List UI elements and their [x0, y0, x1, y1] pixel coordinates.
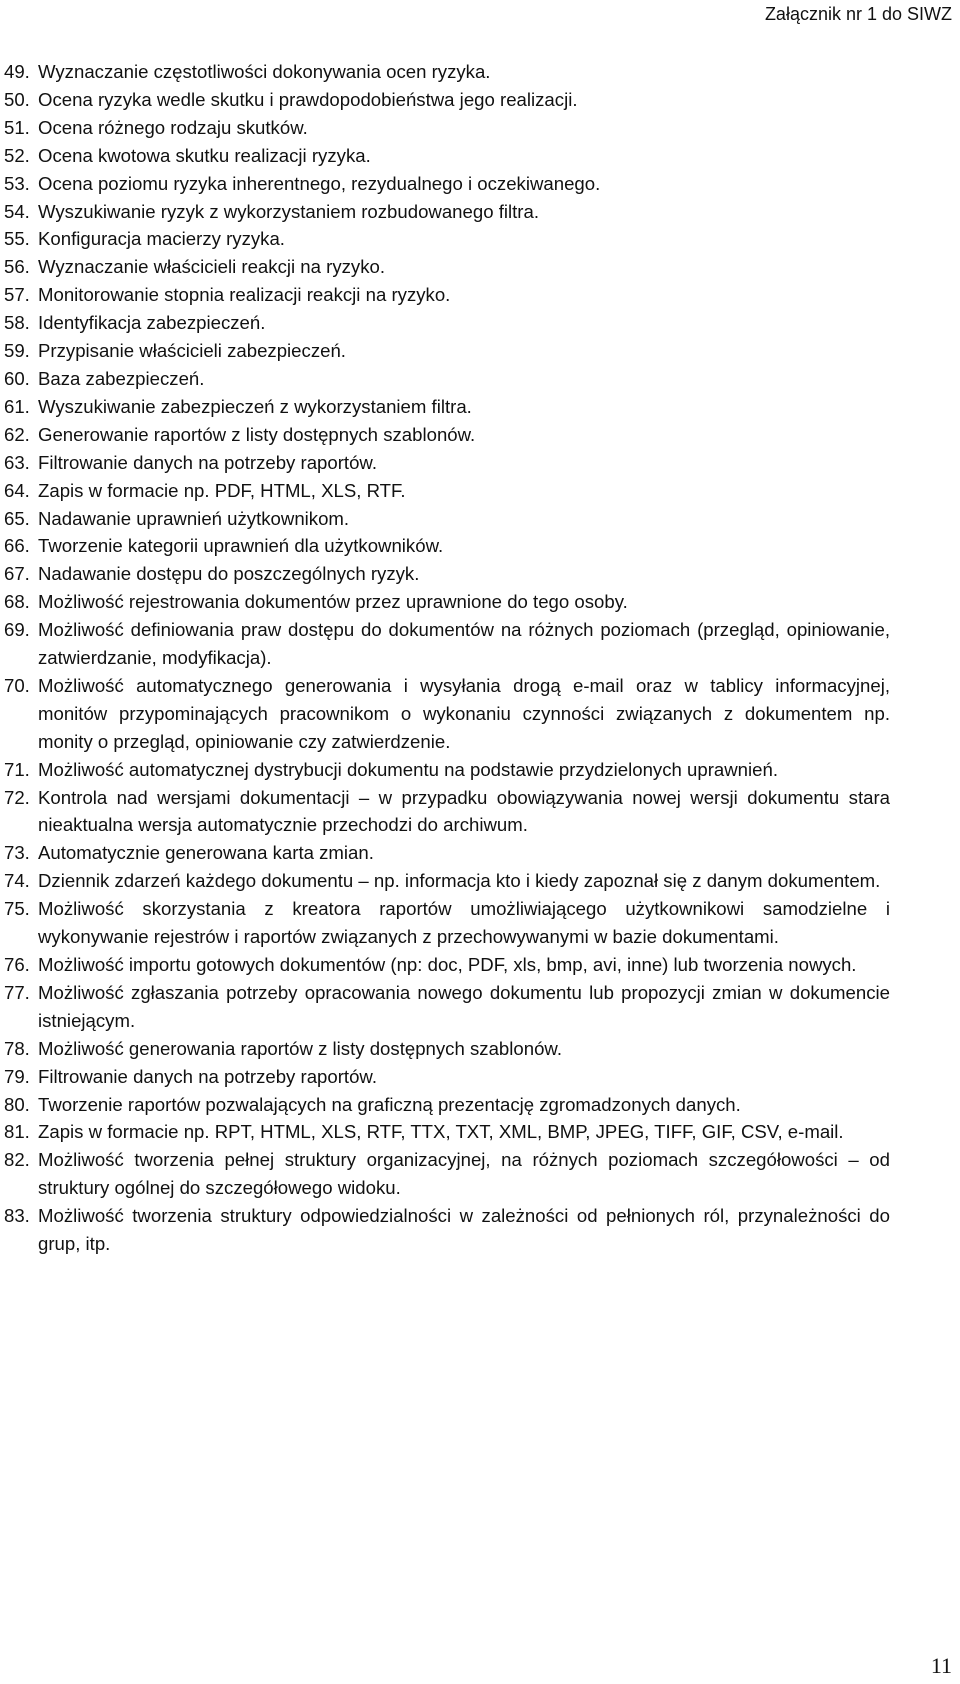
item-text: Tworzenie raportów pozwalających na graficzną prezentację zgromadzonych danych.: [38, 1093, 741, 1115]
list-item: [4, 839, 890, 867]
item-number: 65.: [4, 507, 30, 529]
item-number: 81.: [4, 1121, 30, 1143]
item-text: Możliwość automatycznej dystrybucji dokumentu na podstawie przydzielonych uprawnień.: [38, 758, 778, 780]
list-item: [4, 477, 890, 505]
item-number: 58.: [4, 312, 30, 334]
item-number: 68.: [4, 591, 30, 613]
item-number: 64.: [4, 479, 30, 501]
page-number: 11: [930, 1653, 952, 1678]
item-text: Ocena kwotowa skutku realizacji ryzyka.: [38, 144, 371, 166]
item-number: 78.: [4, 1037, 30, 1059]
item-text: Przypisanie właścicieli zabezpieczeń.: [38, 340, 346, 362]
list-item: [4, 895, 890, 951]
item-number: 49.: [4, 61, 30, 82]
item-number: 50.: [4, 88, 30, 110]
list-item: [4, 421, 890, 449]
list-item: [4, 951, 890, 979]
list-item: [4, 393, 890, 421]
item-text: Wyznaczanie częstotliwości dokonywania ocen ryzyka.: [38, 61, 491, 82]
item-text: Zapis w formacie np. PDF, HTML, XLS, RTF.: [38, 479, 406, 501]
item-number: 62.: [4, 423, 30, 445]
list-item: [4, 225, 890, 253]
item-number: 69.: [4, 619, 30, 641]
item-text: Konfiguracja macierzy ryzyka.: [38, 228, 285, 250]
item-text: Wyznaczanie właścicieli reakcji na ryzyko.: [38, 256, 386, 278]
item-number: 59.: [4, 340, 30, 362]
list-item: [4, 170, 890, 198]
list-item: [4, 253, 890, 281]
item-text: Wyszukiwanie ryzyk z wykorzystaniem rozbudowanego filtra.: [38, 200, 540, 222]
item-text: Dziennik zdarzeń każdego dokumentu – np. informacja kto i kiedy zapoznał się z danym dokumentem.: [38, 870, 881, 892]
list-item: [4, 588, 890, 616]
list-item: [4, 1118, 890, 1146]
item-text: Możliwość importu gotowych dokumentów (np: doc, PDF, xls, bmp, avi, inne) lub tworzenia nowych.: [38, 954, 857, 975]
list-item: [4, 532, 890, 560]
item-number: 79.: [4, 1065, 30, 1087]
item-number: 53.: [4, 172, 30, 194]
item-number: 72.: [4, 786, 30, 808]
requirements-list: [4, 58, 890, 1258]
item-number: 63.: [4, 451, 30, 473]
list-item: [4, 616, 890, 672]
item-text: Filtrowanie danych na potrzeby raportów.: [38, 451, 377, 473]
item-number: 82.: [4, 1149, 30, 1171]
item-text: Identyfikacja zabezpieczeń.: [38, 312, 266, 334]
item-text: Filtrowanie danych na potrzeby raportów.: [38, 1065, 377, 1087]
list-item: [4, 449, 890, 477]
list-item: [4, 784, 890, 840]
item-text: Tworzenie kategorii uprawnień dla użytkowników.: [38, 535, 444, 557]
list-item: [4, 309, 890, 337]
list-item: [4, 58, 890, 86]
item-text: Ocena poziomu ryzyka inherentnego, rezydualnego i oczekiwanego.: [38, 172, 601, 194]
item-number: 54.: [4, 200, 30, 222]
item-text: Ocena różnego rodzaju skutków.: [38, 116, 308, 138]
item-text: Nadawanie dostępu do poszczególnych ryzyk.: [38, 563, 420, 585]
item-number: 55.: [4, 228, 30, 250]
item-text: Możliwość definiowania praw dostępu do dokumentów na różnych poziomach (przegląd, opiniowanie, zatwierdzanie, modyfikacja).: [38, 619, 890, 669]
item-number: 77.: [4, 981, 30, 1003]
item-text: Baza zabezpieczeń.: [38, 367, 205, 389]
item-text: Możliwość zgłaszania potrzeby opracowania nowego dokumentu lub propozycji zmian w dokumencie istniejącym.: [38, 981, 890, 1031]
item-text: Automatycznie generowana karta zmian.: [38, 842, 374, 864]
list-item: [4, 560, 890, 588]
item-number: 83.: [4, 1205, 30, 1227]
item-number: 74.: [4, 870, 30, 892]
item-number: 51.: [4, 116, 30, 138]
list-item: [4, 867, 890, 895]
list-item: [4, 756, 890, 784]
attachment-header: Załącznik nr 1 do SIWZ: [764, 4, 952, 24]
list-item: [4, 337, 890, 365]
list-item: [4, 1035, 890, 1063]
item-number: 71.: [4, 758, 30, 780]
list-item: [4, 979, 890, 1035]
item-text: Wyszukiwanie zabezpieczeń z wykorzystaniem filtra.: [38, 395, 472, 417]
list-item: [4, 1091, 890, 1119]
item-text: Możliwość rejestrowania dokumentów przez uprawnione do tego osoby.: [38, 591, 628, 613]
list-item: [4, 672, 890, 756]
item-number: 60.: [4, 367, 30, 389]
list-item: [4, 1063, 890, 1091]
item-number: 57.: [4, 284, 30, 306]
item-number: 56.: [4, 256, 30, 278]
list-item: [4, 365, 890, 393]
item-number: 67.: [4, 563, 30, 585]
item-number: 66.: [4, 535, 30, 557]
item-number: 80.: [4, 1093, 30, 1115]
item-number: 52.: [4, 144, 30, 166]
item-number: 76.: [4, 954, 30, 975]
list-item: [4, 142, 890, 170]
item-text: Możliwość tworzenia pełnej struktury organizacyjnej, na różnych poziomach szczegółowości – od struktury ogólnej do szczegółowego widoku.: [38, 1149, 890, 1199]
list-item: [4, 505, 890, 533]
item-number: 61.: [4, 395, 30, 417]
list-item: [4, 114, 890, 142]
item-text: Możliwość tworzenia struktury odpowiedzialności w zależności od pełnionych ról, przynależności do grup, itp.: [38, 1205, 890, 1255]
item-number: 73.: [4, 842, 30, 864]
item-text: Generowanie raportów z listy dostępnych szablonów.: [38, 423, 476, 445]
item-text: Możliwość skorzystania z kreatora raportów umożliwiającego użytkownikowi samodzielne i wykonywanie rejestrów i raportów związanych z przechowywanymi w bazie dokumentami.: [38, 898, 890, 948]
list-item: [4, 281, 890, 309]
list-item: [4, 1202, 890, 1258]
item-text: Zapis w formacie np. RPT, HTML, XLS, RTF, TTX, TXT, XML, BMP, JPEG, TIFF, GIF, CSV, e-mail.: [38, 1121, 844, 1143]
item-text: Ocena ryzyka wedle skutku i prawdopodobieństwa jego realizacji.: [38, 88, 578, 110]
item-number: 70.: [4, 674, 30, 696]
item-text: Monitorowanie stopnia realizacji reakcji na ryzyko.: [38, 284, 451, 306]
list-item: [4, 1146, 890, 1202]
item-number: 75.: [4, 898, 30, 920]
item-text: Możliwość automatycznego generowania i wysyłania drogą e-mail oraz w tablicy informacyjnej, monitów przypominających pracownikom o wykonaniu czynności związanych z dokumentem np. monity o przegląd, opiniowanie czy zatwierdzenie.: [38, 674, 890, 752]
item-text: Możliwość generowania raportów z listy dostępnych szablonów.: [38, 1037, 562, 1059]
item-text: Nadawanie uprawnień użytkownikom.: [38, 507, 350, 529]
list-item: [4, 86, 890, 114]
item-text: Kontrola nad wersjami dokumentacji – w przypadku obowiązywania nowej wersji dokumentu stara nieaktualna wersja automatycznie przechodzi do archiwum.: [38, 786, 890, 836]
list-item: [4, 198, 890, 226]
